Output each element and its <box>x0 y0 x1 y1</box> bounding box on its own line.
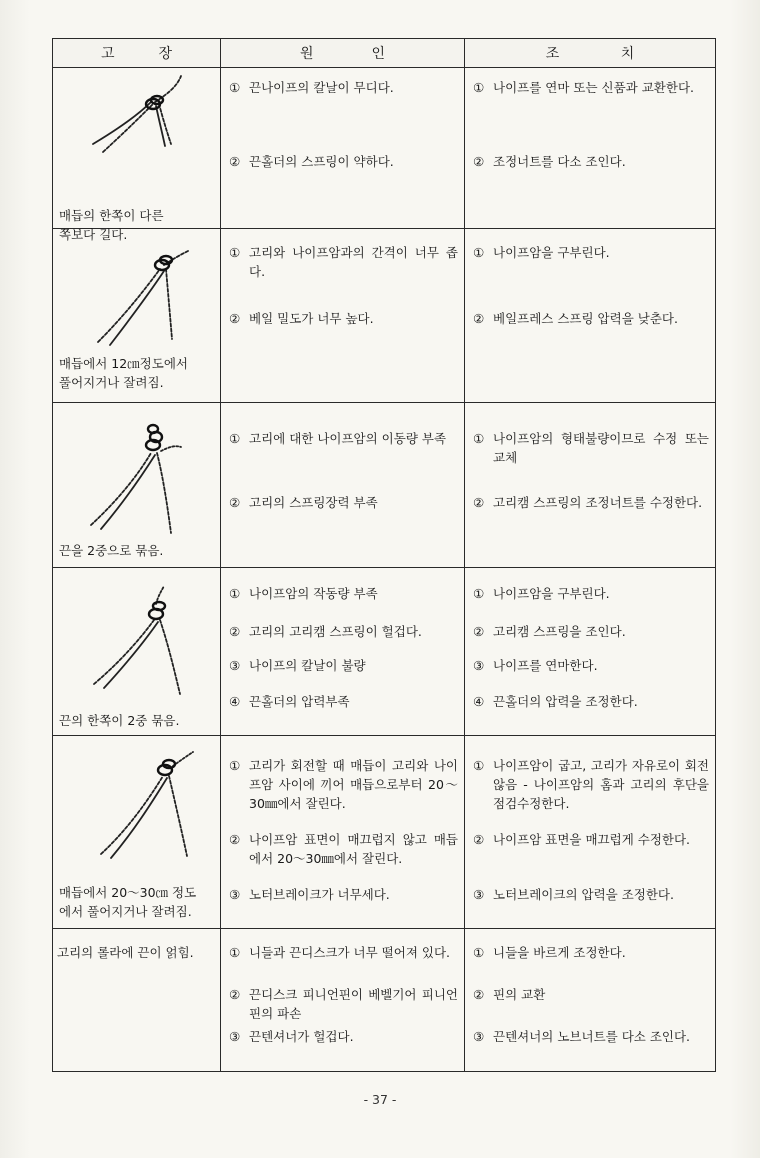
item-text: 베일프레스 스프링 압력을 낮춘다. <box>493 311 678 326</box>
fault-description: 끈을 2중으로 묶음. <box>59 543 164 558</box>
cause-item <box>229 756 458 813</box>
item-text: 니들과 끈디스크가 너무 떨어져 있다. <box>249 945 450 960</box>
item-number: ④ <box>473 694 485 709</box>
action-item <box>473 584 709 603</box>
cause-item <box>229 830 458 868</box>
cause-item <box>229 943 458 962</box>
action-item <box>473 152 709 171</box>
item-number: ② <box>229 624 241 639</box>
action-item <box>473 1027 709 1046</box>
item-number: ① <box>473 431 485 446</box>
fault-cell <box>53 736 221 929</box>
item-number: ④ <box>229 694 241 709</box>
action-cell <box>465 929 716 1072</box>
item-number: ③ <box>229 887 241 902</box>
knot-illustration-icon <box>83 415 193 545</box>
page-number: - 37 - <box>363 1092 397 1107</box>
cause-item <box>229 493 458 512</box>
fault-cell <box>53 229 221 403</box>
item-text: 노터브레이크가 너무세다. <box>249 887 390 902</box>
action-item <box>473 309 709 328</box>
item-number: ① <box>473 245 485 260</box>
fault-cell <box>53 68 221 242</box>
item-number: ① <box>473 758 485 773</box>
item-text: 나이프암이 굽고, 고리가 자유로이 회전않음 - 나이프암의 홈과 고리의 후단을 점검수정한다. <box>493 758 709 811</box>
item-text: 나이프암을 구부린다. <box>493 245 610 260</box>
item-number: ③ <box>473 887 485 902</box>
item-text: 나이프의 칼날이 불량 <box>249 658 366 673</box>
item-number: ① <box>473 945 485 960</box>
header-fault-char-1: 고 <box>100 46 115 62</box>
header-action-char-2: 치 <box>620 46 635 62</box>
item-text: 고리의 스프링장력 부족 <box>249 495 378 510</box>
item-number: ② <box>473 624 485 639</box>
fault-description: 매듭에서 20～30㎝ 정도 에서 풀어지거나 잘려짐. <box>59 885 197 919</box>
header-cause <box>221 39 465 68</box>
item-number: ① <box>229 80 241 95</box>
cause-item <box>229 309 458 328</box>
action-item <box>473 429 709 467</box>
item-number: ② <box>473 832 485 847</box>
fault-cell <box>53 403 221 568</box>
item-number: ③ <box>473 1029 485 1044</box>
cause-item <box>229 885 458 904</box>
cause-cell <box>221 68 465 229</box>
action-item <box>473 830 709 849</box>
item-number: ① <box>229 945 241 960</box>
knot-illustration-icon <box>88 247 198 347</box>
item-text: 끈홀더의 압력을 조정한다. <box>493 694 638 709</box>
header-fault <box>53 39 221 68</box>
item-number: ② <box>473 495 485 510</box>
action-item <box>473 78 709 97</box>
item-number: ① <box>229 586 241 601</box>
item-text: 고리캠 스프링을 조인다. <box>493 624 626 639</box>
fault-cell <box>53 929 221 1072</box>
item-number: ① <box>229 245 241 260</box>
item-text: 핀의 교환 <box>493 987 546 1002</box>
item-text: 나이프암을 구부린다. <box>493 586 610 601</box>
header-action-char-1: 조 <box>545 46 560 62</box>
item-text: 베일 밀도가 너무 높다. <box>249 311 374 326</box>
item-number: ③ <box>473 658 485 673</box>
cause-item <box>229 692 458 711</box>
cause-cell <box>221 736 465 929</box>
action-cell <box>465 568 716 736</box>
item-text: 나이프암의 형태불량이므로 수정 또는 교체 <box>493 431 709 465</box>
action-item <box>473 656 709 675</box>
action-cell <box>465 403 716 568</box>
item-text: 고리의 고리캠 스프링이 헐겁다. <box>249 624 422 639</box>
item-number: ① <box>229 758 241 773</box>
troubleshooting-table <box>52 38 716 1072</box>
item-text: 노터브레이크의 압력을 조정한다. <box>493 887 674 902</box>
action-item <box>473 885 709 904</box>
action-item <box>473 985 709 1004</box>
table-row <box>53 403 716 568</box>
item-number: ② <box>229 987 241 1002</box>
fault-description: 매듭의 한쪽이 다른 쪽보다 길다. <box>59 208 164 242</box>
action-cell <box>465 68 716 229</box>
cause-cell <box>221 568 465 736</box>
table-row <box>53 568 716 736</box>
knot-illustration-icon <box>93 746 203 866</box>
item-number: ② <box>473 154 485 169</box>
cause-item <box>229 656 458 675</box>
knot-illustration-icon <box>83 74 193 164</box>
action-item <box>473 622 709 641</box>
item-text: 나이프를 연마 또는 신품과 교환한다. <box>493 80 694 95</box>
action-item <box>473 756 709 813</box>
table-row <box>53 736 716 929</box>
header-action <box>465 39 716 68</box>
item-text: 고리에 대한 나이프암의 이동량 부족 <box>249 431 447 446</box>
item-text: 나이프암 표면을 매끄럽게 수정한다. <box>493 832 691 847</box>
table-header-row <box>53 39 716 68</box>
item-number: ③ <box>229 658 241 673</box>
cause-item <box>229 985 458 1023</box>
cause-item <box>229 584 458 603</box>
header-cause-char-1: 원 <box>299 46 314 62</box>
cause-item <box>229 622 458 641</box>
item-text: 고리와 나이프암과의 간격이 너무 좁다. <box>249 245 458 279</box>
fault-cell <box>53 568 221 736</box>
item-number: ① <box>229 431 241 446</box>
cause-item <box>229 152 458 171</box>
header-cause-char-2: 인 <box>371 46 386 62</box>
cause-cell <box>221 403 465 568</box>
action-item <box>473 493 709 512</box>
action-cell <box>465 736 716 929</box>
table-row <box>53 68 716 229</box>
cause-cell <box>221 929 465 1072</box>
item-number: ③ <box>229 1029 241 1044</box>
cause-item <box>229 78 458 97</box>
item-text: 나이프를 연마한다. <box>493 658 598 673</box>
item-number: ② <box>229 832 241 847</box>
item-text: 끈디스크 피니언핀이 베벨기어 피니언핀의 파손 <box>249 987 458 1021</box>
cause-item <box>229 1027 458 1046</box>
item-text: 조정너트를 다소 조인다. <box>493 154 626 169</box>
item-text: 나이프암의 작동량 부족 <box>249 586 378 601</box>
item-text: 끈나이프의 칼날이 무디다. <box>249 80 394 95</box>
header-fault-char-2: 장 <box>158 46 173 62</box>
item-number: ② <box>473 311 485 326</box>
item-text: 니들을 바르게 조정한다. <box>493 945 626 960</box>
fault-description: 매듭에서 12㎝정도에서 풀어지거나 잘려짐. <box>59 356 188 390</box>
cause-item <box>229 243 458 281</box>
item-number: ② <box>473 987 485 1002</box>
item-number: ① <box>473 80 485 95</box>
cause-item <box>229 429 458 448</box>
item-text: 끈텐셔너가 헐겁다. <box>249 1029 354 1044</box>
item-text: 고리캠 스프링의 조정너트를 수정한다. <box>493 495 703 510</box>
item-number: ② <box>229 495 241 510</box>
table-row <box>53 929 716 1072</box>
action-item <box>473 692 709 711</box>
fault-description: 끈의 한쪽이 2중 묶음. <box>59 713 180 728</box>
action-item <box>473 243 709 262</box>
action-item <box>473 943 709 962</box>
action-cell <box>465 229 716 403</box>
item-text: 끈텐셔너의 노브너트를 다소 조인다. <box>493 1029 691 1044</box>
cause-cell <box>221 229 465 403</box>
item-text: 나이프암 표면이 매끄럽지 않고 매듭에서 20～30㎜에서 잘린다. <box>249 832 458 866</box>
item-number: ② <box>229 311 241 326</box>
item-text: 끈홀더의 스프링이 약하다. <box>249 154 394 169</box>
item-text: 고리가 회전할 때 매듭이 고리와 나이프암 사이에 끼어 매듭으로부터 20～30㎜에서 잘린다. <box>249 758 458 811</box>
item-number: ② <box>229 154 241 169</box>
item-number: ① <box>473 586 485 601</box>
fault-description: 고리의 롤라에 끈이 얽힘. <box>57 945 194 960</box>
table-row <box>53 229 716 403</box>
knot-illustration-icon <box>88 584 198 704</box>
item-text: 끈홀더의 압력부족 <box>249 694 350 709</box>
